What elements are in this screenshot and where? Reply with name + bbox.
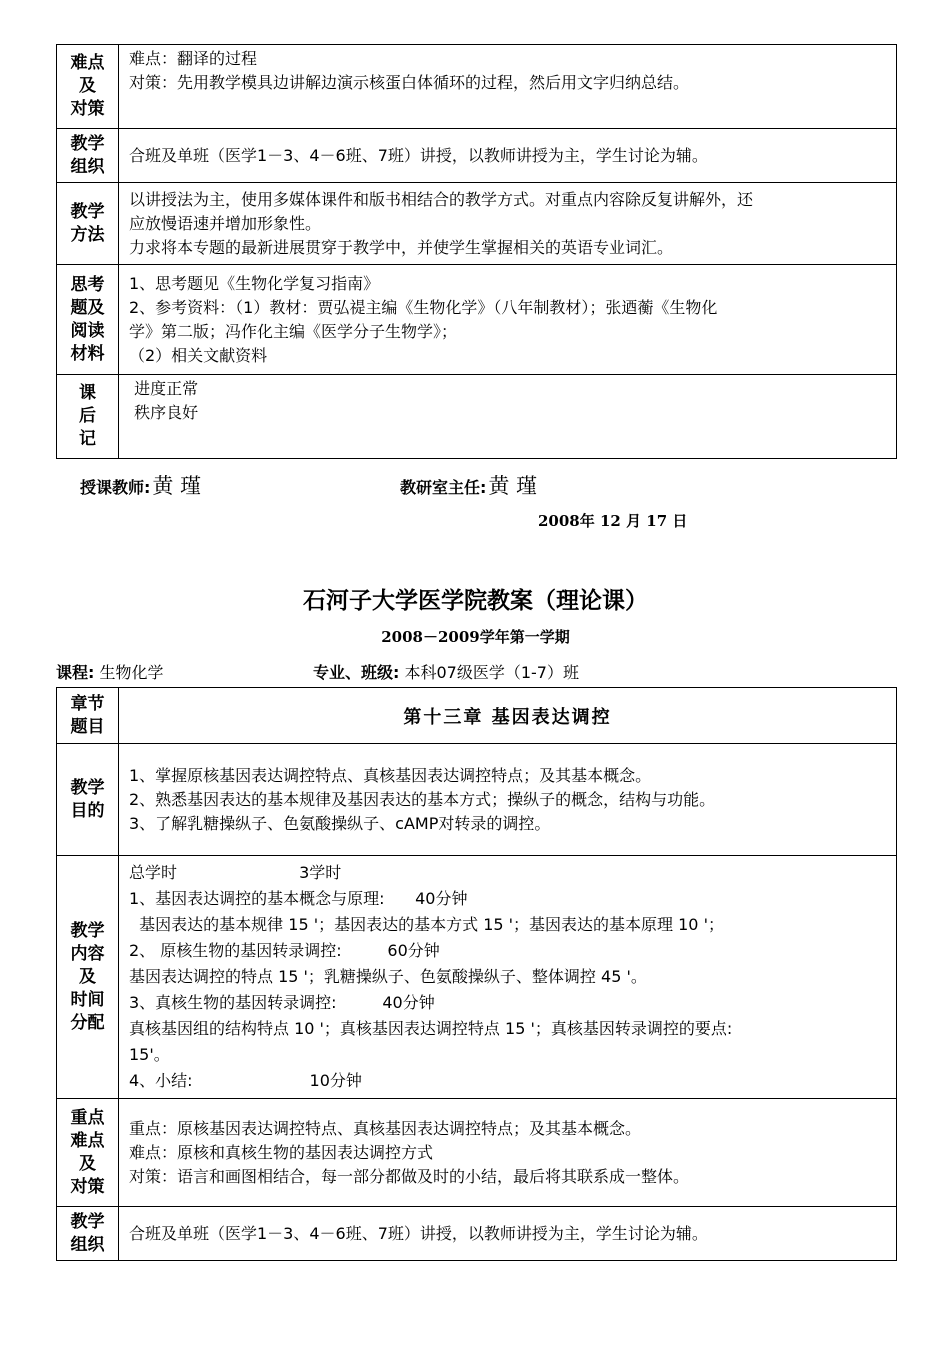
signature-line — [80, 470, 920, 500]
row-content: 进度正常 秩序良好 — [119, 375, 897, 459]
table-row-content-schedule — [57, 856, 897, 1099]
table-row-method — [57, 183, 897, 265]
signature-date: 2008年 12 月 17 日 — [538, 512, 688, 530]
course-info — [56, 660, 916, 684]
row-content: 1、思考题见《生物化学复习指南》 2、参考资料：（1）教材：贾弘禔主编《生物化学》（八年制教材）；张迺蘅《生物化 学》第二版；冯作化主编《医学分子生物学》； （2）相关文献资料 — [119, 265, 897, 375]
row-content: 总学时 3学时 1、基因表达调控的基本概念与原理: 40分钟 基因表达的基本规律 15 '；基因表达的基本方式 15 '；基因表达的基本原理 10 '； 2、 原核生物的基因转录调控: 60分钟 基因表达调控的特点 15 '；乳糖操纵子、色氨酸操纵子、整体调控 45 '。 3、真核生物的基因转录调控: 40分钟 真核基因组的结构特点 10 '；真核基因表达调控特点 15 '；真核基因转录调控的要点: 15'。 4、小结: 10分钟 — [119, 856, 897, 1099]
row-label: 教学 目的 — [57, 744, 119, 856]
row-label: 教学 方法 — [57, 183, 119, 265]
table-row-objectives — [57, 744, 897, 856]
row-label: 教学 组织 — [57, 129, 119, 183]
row-content: 合班及单班（医学1－3、4－6班、7班）讲授，以教师讲授为主，学生讨论为辅。 — [119, 129, 897, 183]
course-field: 课程: 生物化学 — [56, 663, 164, 682]
row-content: 重点：原核基因表达调控特点、真核基因表达调控特点；及其基本概念。 难点：原核和真核生物的基因表达调控方式 对策：语言和画图相结合，每一部分都做及时的小结，最后将其联系成一整体。 — [119, 1099, 897, 1207]
table-row-organization — [57, 129, 897, 183]
row-content: 1、掌握原核基因表达调控特点、真核基因表达调控特点；及其基本概念。 2、熟悉基因表达的基本规律及基因表达的基本方式；操纵子的概念，结构与功能。 3、了解乳糖操纵子、色氨酸操纵子、cAMP对转录的调控。 — [119, 744, 897, 856]
table-row-reading — [57, 265, 897, 375]
row-content: 难点：翻译的过程 对策：先用教学模具边讲解边演示核蛋白体循环的过程，然后用文字归纳总结。 — [119, 45, 897, 129]
row-label: 难点 及 对策 — [57, 45, 119, 129]
row-content: 以讲授法为主，使用多媒体课件和版书相结合的教学方式。对重点内容除反复讲解外，还 应放慢语速并增加形象性。 力求将本专题的最新进展贯穿于教学中，并使学生掌握相关的英语专业词汇。 — [119, 183, 897, 265]
row-label: 教学 组织 — [57, 1207, 119, 1261]
lesson-plan-table — [56, 687, 897, 1261]
table-row-difficulty — [57, 45, 897, 129]
table-row-organization-2 — [57, 1207, 897, 1261]
lesson-plan-table-continued — [56, 44, 897, 459]
chapter-title: 第十三章 基因表达调控 — [119, 688, 897, 744]
row-label: 章节 题目 — [57, 688, 119, 744]
row-label: 教学 内容 及 时间 分配 — [57, 856, 119, 1099]
row-label: 课 后 记 — [57, 375, 119, 459]
term-subtitle: 2008－2009学年第一学期 — [381, 628, 570, 646]
table-row-postscript — [57, 375, 897, 459]
table-row-key-points — [57, 1099, 897, 1207]
table-row-chapter — [57, 688, 897, 744]
row-content: 合班及单班（医学1－3、4－6班、7班）讲授，以教师讲授为主，学生讨论为辅。 — [119, 1207, 897, 1261]
row-label: 思考 题及 阅读 材料 — [57, 265, 119, 375]
row-label: 重点 难点 及 对策 — [57, 1099, 119, 1207]
director-signature: 教研室主任:黄 瑾 — [400, 474, 538, 498]
teacher-signature: 授课教师:黄 瑾 — [80, 474, 202, 498]
page-title: 石河子大学医学院教案（理论课） — [303, 588, 648, 614]
major-field: 专业、班级: 本科07级医学（1-7）班 — [313, 663, 579, 682]
